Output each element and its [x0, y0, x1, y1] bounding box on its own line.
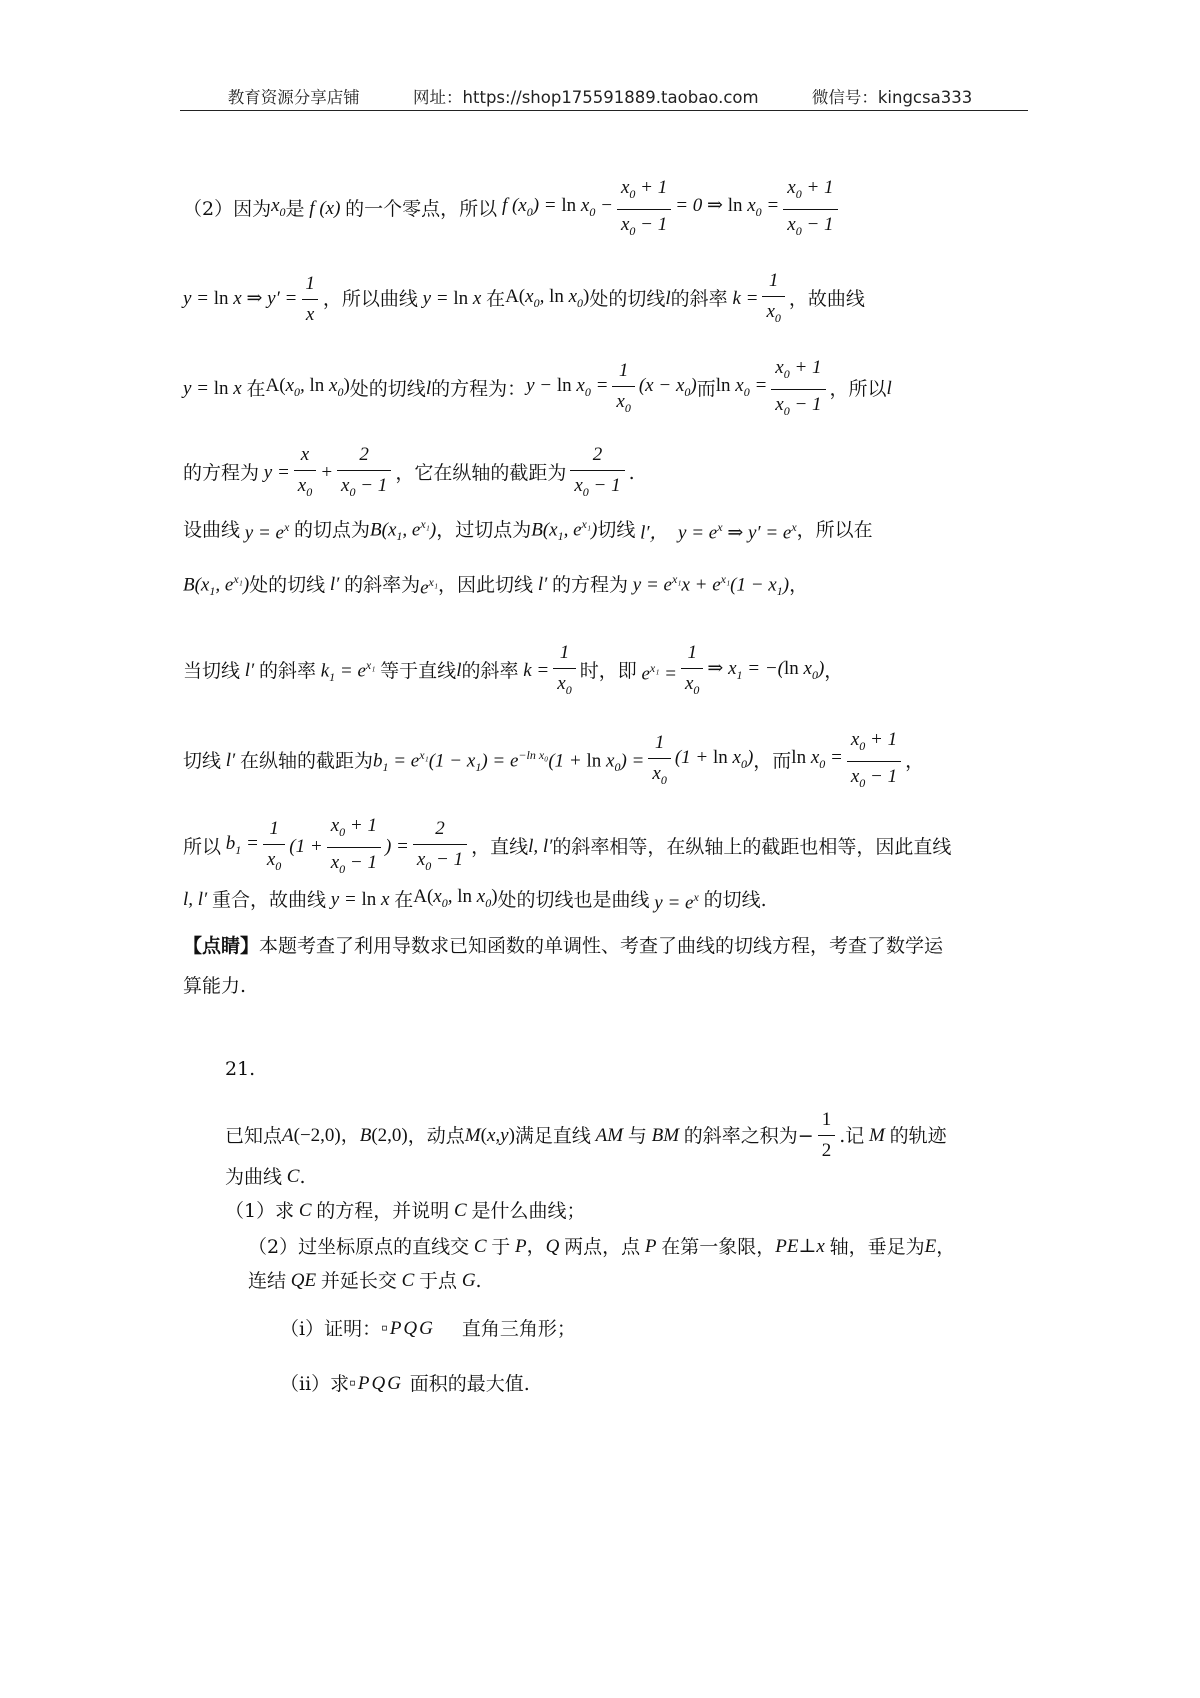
text: 切线	[183, 750, 222, 773]
solution-line-4: 的方程为 y = $\frac{x}{x_0}$ + $\frac{2}{x_0 - 1}$ ，它在纵轴的截距为 $\frac{2}{x_0 - 1}$ .	[183, 442, 1028, 505]
text: .	[475, 1270, 482, 1292]
header-url: 网址：https://shop175591889.taobao.com	[413, 88, 759, 107]
comment-line-2	[183, 972, 1028, 1000]
text: 在	[486, 288, 506, 311]
fraction: $\frac{x_0 + 1}{x_0 - 1}$	[617, 175, 671, 244]
problem-number: 21.	[225, 1058, 256, 1080]
solution-line-1: （2）因为 $x_0$ 是 f (x) 的一个零点，所以 f $(x_0) = \ln x_0$ − $\frac{x_0 + 1}{x_0 - 1}$ = 0 ⇒ $\ln x_0$ = $\frac{x_0 + 1}{x_0 - 1}$	[183, 175, 1028, 244]
fraction: $\frac{1}{x_0}$	[263, 816, 285, 879]
solution-line-10: l, l′ 重合，故曲线 y = ln x 在 $A(x_0$, $\ln x_0$) 处的切线也是曲线 $y = e^x$ 的切线.	[183, 886, 767, 914]
text: 于	[491, 1236, 511, 1258]
fraction: $\frac{1}{x_0}$	[612, 358, 634, 421]
page-header	[0, 84, 1200, 108]
text: 的切点为	[294, 519, 371, 542]
problem-stem-line-2: 为曲线 C .	[225, 1163, 1070, 1191]
text: 的方程为	[552, 574, 629, 597]
solution-line-3: y = ln x 在 $A(x_0$, $\ln x_0$) 处的切线 l 的方程为： $y - \ln x_0$ = $\frac{1}{x_0}$ $(x - x_0)$ 而 $\ln x_0$ = $\frac{x_0 + 1}{x_0 - 1}$ ，所以 l	[183, 355, 1028, 424]
text: 的斜率之积为−	[683, 1124, 814, 1147]
text: 并延长交	[320, 1270, 397, 1292]
solution-line-7: 当切线 l′ 的斜率 $k_1 = e^{x_1}$ 等于直线 l 的斜率 k = $\frac{1}{x_0}$ 时，即 $e^{x_1}$ = $\frac{1}{x_0}$ ⇒ $x_1 = -(\ln$ $x_0$) ，	[183, 640, 1028, 703]
text: .记	[839, 1124, 865, 1147]
question-2-i: （i）证明： ▫PQG 直角三角形；	[280, 1315, 1125, 1343]
text: 处的切线	[349, 378, 426, 401]
header-wechat: 微信号：kingcsa333	[811, 88, 973, 107]
fraction: $\frac{2}{x_0 - 1}$	[337, 442, 391, 505]
text: 在第一象限，	[661, 1236, 776, 1258]
fraction: $\frac{1}{x_0}$	[648, 730, 670, 793]
comment-body: 算能力.	[183, 975, 247, 997]
fraction: $\frac{x_0 + 1}{x_0 - 1}$	[327, 813, 381, 882]
comment-body: 本题考查了利用导数求已知函数的单调性、考查了曲线的切线方程，考查了数学运	[259, 935, 944, 957]
text: 于点	[419, 1270, 458, 1292]
text: 是什么曲线；	[471, 1200, 586, 1222]
text: ，所以在	[796, 519, 873, 542]
text: 轴，垂足为	[829, 1236, 925, 1258]
text: 为曲线	[225, 1166, 283, 1188]
text: 在	[246, 378, 266, 401]
text: 与	[627, 1124, 647, 1147]
fraction: $\frac{1}{x_0}$	[553, 640, 575, 703]
text: 满足直线	[514, 1124, 591, 1147]
text: ，直线	[471, 836, 529, 859]
problem-stem-line-1: 已知点 A(−2,0)，B(2,0) ，动点 M(x,y) 满足直线 AM 与 BM 的斜率之积为− $\frac{1}{2}$ .记 M 的轨迹	[225, 1107, 1030, 1164]
text: 而	[696, 378, 716, 401]
text: ，	[936, 1236, 956, 1258]
question-2-ii: （ii）求 ▫PQG 面积的最大值.	[280, 1370, 1125, 1398]
fraction: $\frac{x_0 + 1}{x_0 - 1}$	[783, 175, 837, 244]
fraction: $\frac{1}{x}$	[301, 271, 319, 328]
text: 在	[394, 889, 414, 912]
fraction: $\frac{2}{x_0 - 1}$	[570, 442, 624, 505]
text: 设曲线	[183, 519, 241, 542]
text: 的方程为	[183, 462, 260, 485]
text: 的方程为：	[431, 378, 527, 401]
solution-line-5: 设曲线 $y = e^x$ 的切点为 $B(x_1$, $e^{x_1}$) ，过切点为 $B(x_1$, $e^{x_1}$) 切线 l′， $y = e^x$ ⇒ $y' = e^x$ ，所以在	[183, 517, 873, 544]
text: 面积的最大值.	[409, 1373, 530, 1395]
fraction: $\frac{x}{x_0}$	[294, 442, 316, 505]
text: 的斜率相等，在纵轴上的截距也相等，因此直线	[552, 836, 952, 859]
text: 的方程，并说明	[316, 1200, 450, 1222]
header-rule	[180, 110, 1028, 111]
text: 处的切线	[589, 288, 666, 311]
text: 连结	[248, 1270, 287, 1292]
solution-line-6: $B(x_1$, $e^{x_1}$) 处的切线 l′ 的斜率为 $e^{x_1}$ ，因此切线 l′ 的方程为 $y = e^{x_1}x + e^{x_1}(1 - x_1)$ ，	[183, 572, 809, 599]
solution-line-8: 切线 l′ 在纵轴的截距为 $b_1 = e^{x_1}(1 - x_1) = e^{-ln x_0}(1 + \ln x_0)$ = $\frac{1}{x_0}$ $(1 + \ln x_0)$ ，而 $\ln x_0$ = $\frac{x_0 + 1}{x_0 - 1}$ ，	[183, 727, 1028, 796]
text: 直角三角形；	[461, 1318, 576, 1340]
text: ，而	[753, 750, 792, 773]
text: （i）证明：	[280, 1318, 382, 1340]
text: ，所以	[829, 378, 887, 401]
question-2-line-1: （2）过坐标原点的直线交 C 于 P，Q 两点，点 P 在第一象限， PE⊥x 轴，垂足为 E ，	[248, 1233, 1030, 1261]
question-2-line-2: 连结 QE 并延长交 C 于点 G .	[248, 1267, 1093, 1295]
fraction: $\frac{x_0 + 1}{x_0 - 1}$	[771, 355, 825, 424]
text: 等于直线	[380, 660, 457, 683]
solution-line-9: 所以 $b_1$ = $\frac{1}{x_0}$ (1 + $\frac{x_0 + 1}{x_0 - 1}$ ) = $\frac{2}{x_0 - 1}$ ，直线 l, l′ 的斜率相等，在纵轴上的截距也相等，因此直线	[183, 813, 1028, 882]
text: ，动点	[407, 1124, 465, 1147]
text: 所以	[183, 836, 222, 859]
fraction: $\frac{1}{x_0}$	[681, 640, 703, 703]
text: 已知点	[225, 1124, 283, 1147]
fraction: $\frac{1}{2}$	[818, 1107, 836, 1164]
text: 的轨迹	[889, 1124, 947, 1147]
text: （2）因为	[183, 198, 272, 221]
text: 重合，故曲线	[211, 889, 326, 912]
text: 的斜率	[461, 660, 519, 683]
text: 的一个零点，所以	[345, 198, 498, 221]
fraction: $\frac{1}{x_0}$	[762, 268, 784, 331]
text: （1）求	[225, 1200, 295, 1222]
question-1: （1）求 C 的方程，并说明 C 是什么曲线；	[225, 1197, 1070, 1225]
text: （ii）求	[280, 1373, 350, 1395]
text: （2）过坐标原点的直线交	[248, 1236, 470, 1258]
text: 两点，点	[564, 1236, 641, 1258]
text: 是	[285, 198, 305, 221]
text: 处的切线	[249, 574, 326, 597]
text: 的斜率为	[344, 574, 421, 597]
text: 时，即	[579, 660, 637, 683]
fraction: $\frac{x_0 + 1}{x_0 - 1}$	[847, 727, 901, 796]
text: 的斜率	[258, 660, 316, 683]
text: ，过切点为	[436, 519, 532, 542]
text: 处的切线也是曲线	[497, 889, 650, 912]
text: 当切线	[183, 660, 241, 683]
text: 在纵轴的截距为	[239, 750, 373, 773]
text: 切线	[597, 519, 636, 542]
header-shop: 教育资源分享店铺	[227, 88, 360, 107]
solution-line-2: y = ln x ⇒ y′ = $\frac{1}{x}$ ，所以曲线 y = ln x 在 $A(x_0$, $\ln x_0$) 处的切线 l 的斜率 k = $\frac{1}{x_0}$ ，故曲线	[183, 268, 1028, 331]
text: ，故曲线	[788, 288, 865, 311]
text: 的斜率	[670, 288, 728, 311]
text: ，所以曲线	[322, 288, 418, 311]
text: ，因此切线	[438, 574, 534, 597]
comment-line-1	[183, 932, 1028, 960]
text: 的切线.	[703, 889, 767, 912]
fraction: $\frac{2}{x_0 - 1}$	[413, 816, 467, 879]
comment-tag: 【点睛】	[183, 935, 260, 957]
text: ，它在纵轴的截距为	[395, 462, 567, 485]
